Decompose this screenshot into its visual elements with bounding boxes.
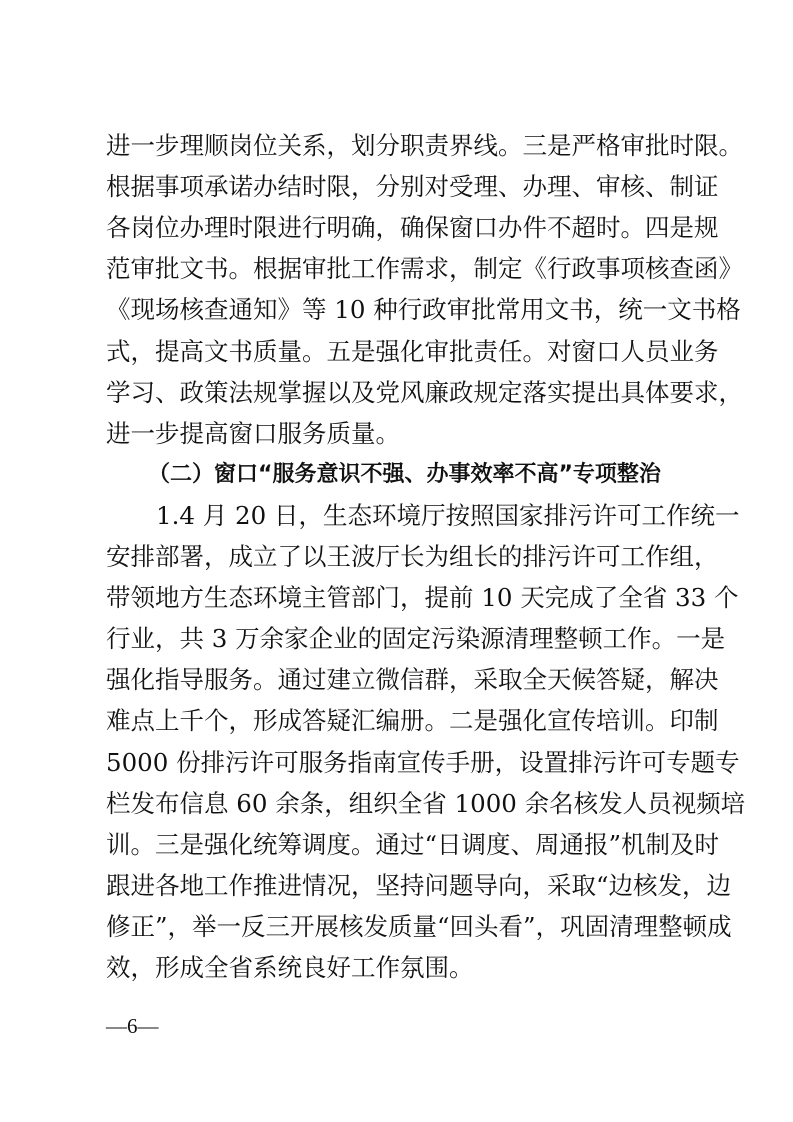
body-text-line: 栏发布信息 60 余条，组织全省 1000 余名核发人员视频培	[106, 789, 746, 818]
body-text-line: 进一步提高窗口服务质量。	[106, 419, 400, 448]
body-text-line: 强化指导服务。通过建立微信群，采取全天候答疑，解决	[106, 665, 719, 694]
body-text-line: 5000 份排污许可服务指南宣传手册，设置排污许可专题专	[106, 748, 740, 777]
body-text-line: 训。三是强化统筹调度。通过“日调度、周通报”机制及时	[106, 830, 720, 859]
body-text-line: 1.4 月 20 日，生态环境厅按照国家排污许可工作统一	[156, 501, 740, 530]
body-text-line: 各岗位办理时限进行明确，确保窗口办件不超时。四是规	[106, 213, 719, 242]
body-text-line: 根据事项承诺办结时限，分别对受理、办理、审核、制证	[106, 172, 719, 201]
body-text-line: 《现场核查通知》等 10 种行政审批常用文书，统一文书格	[106, 295, 741, 324]
body-text-line: 安排部署，成立了以王波厅长为组长的排污许可工作组，	[106, 542, 719, 571]
body-text-line: 行业，共 3 万余家企业的固定污染源清理整顿工作。一是	[106, 624, 726, 653]
body-text-line: 难点上千个，形成答疑汇编册。二是强化宣传培训。印制	[106, 706, 719, 735]
body-text-line: 式，提高文书质量。五是强化审批责任。对窗口人员业务	[106, 337, 719, 366]
body-text-line: 范审批文书。根据审批工作需求，制定《行政事项核查函》	[106, 254, 743, 283]
body-text-line: 效，形成全省系统良好工作氛围。	[106, 953, 474, 982]
body-text-line: 带领地方生态环境主管部门，提前 10 天完成了全省 33 个	[106, 583, 739, 612]
body-text-line: 学习、政策法规掌握以及党风廉政规定落实提出具体要求，	[106, 378, 743, 407]
section-heading: （二）窗口“服务意识不强、办事效率不高”专项整治	[148, 462, 661, 487]
body-text-line: 跟进各地工作推进情况，坚持问题导向，采取“边核发，边	[106, 871, 732, 900]
body-text-line: 修正”，举一反三开展核发质量“回头看”，巩固清理整顿成	[106, 912, 732, 941]
page-number: —6—	[106, 1014, 159, 1038]
body-text-line: 进一步理顺岗位关系，划分职责界线。三是严格审批时限。	[106, 131, 743, 160]
